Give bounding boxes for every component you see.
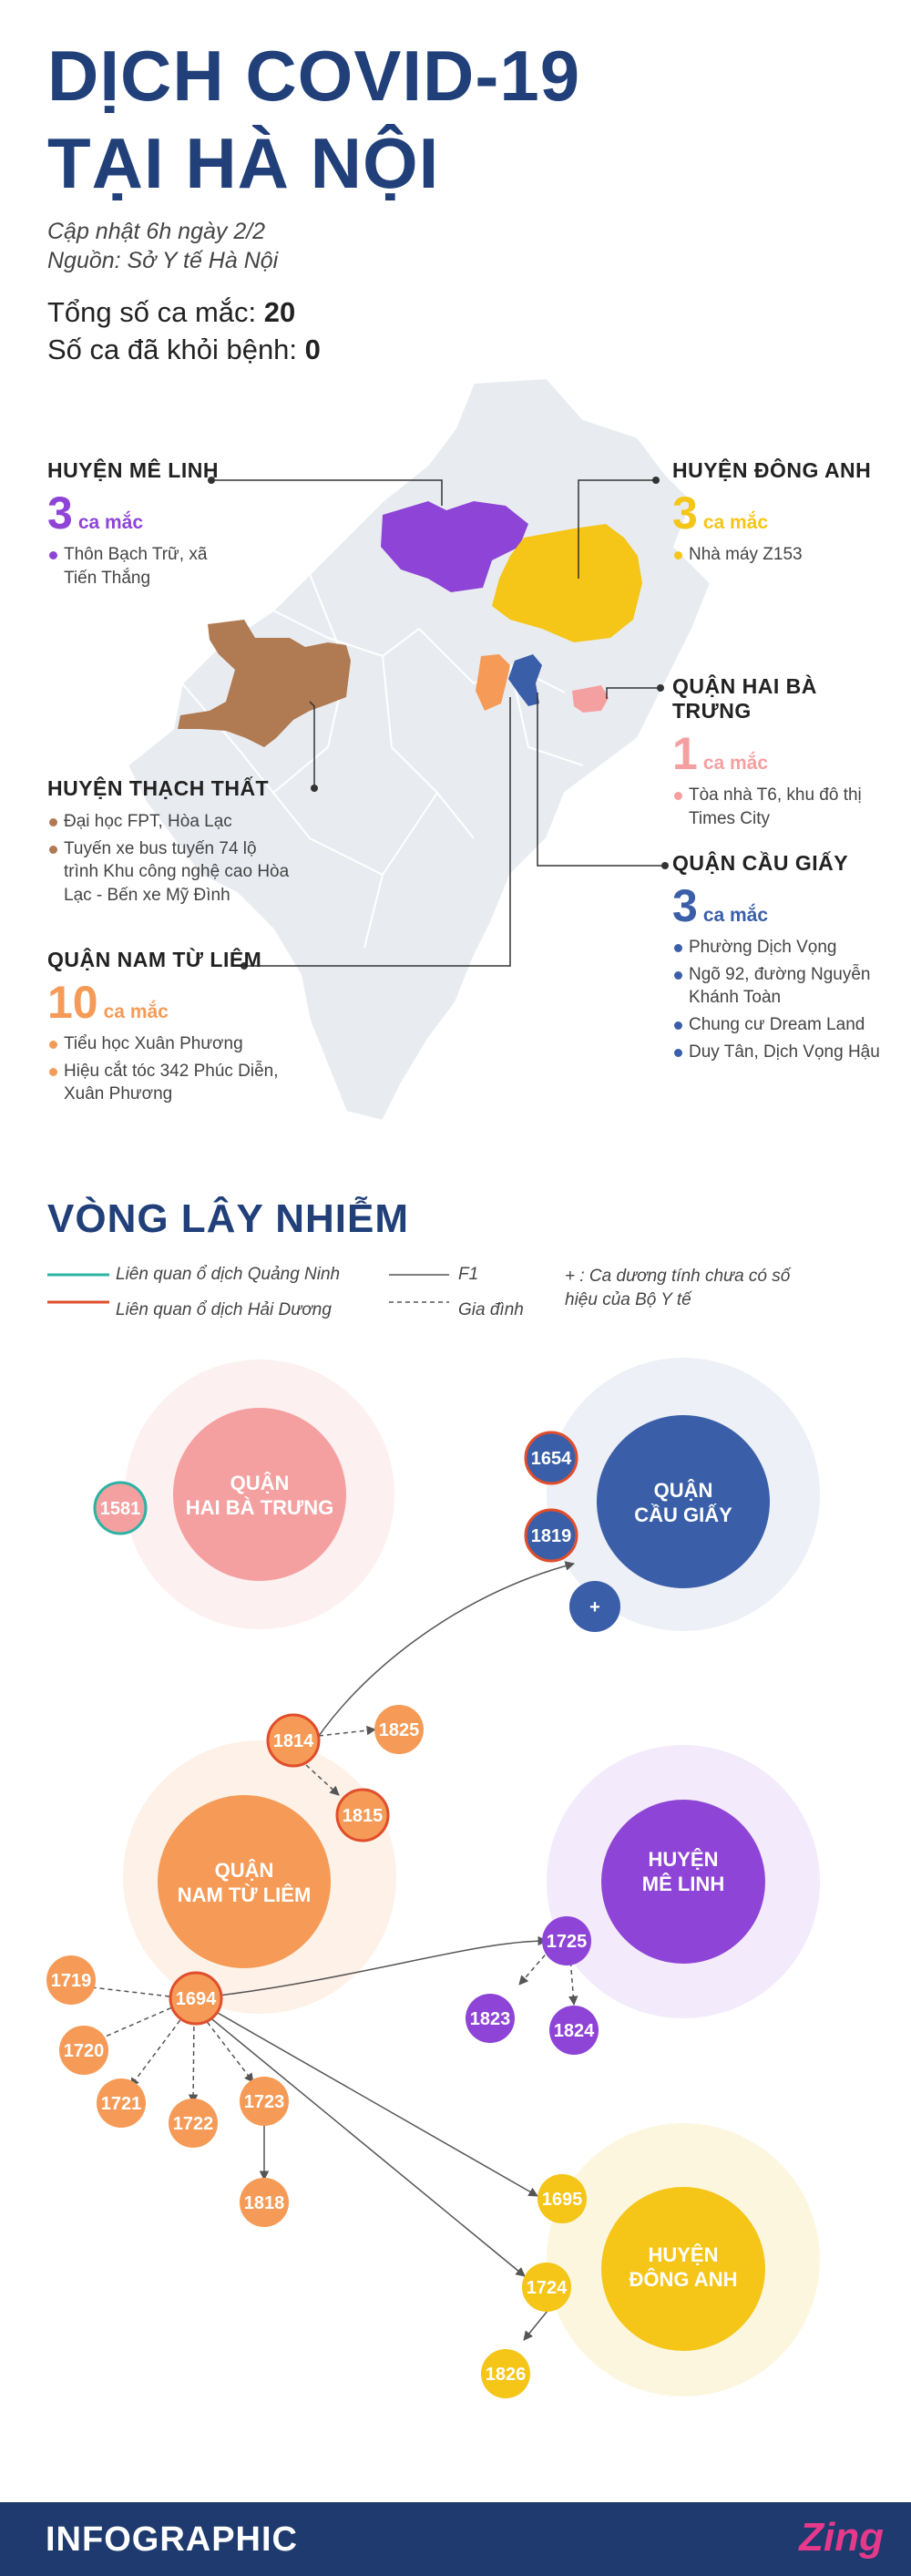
node-1723 <box>240 2077 289 2126</box>
node-1824 <box>549 2006 599 2055</box>
legend-f1-family-lines <box>387 1262 456 1308</box>
edge-1694-1723 <box>202 2016 253 2082</box>
node-1815-label: 1815 <box>342 1806 384 1826</box>
node-1815 <box>337 1790 388 1841</box>
cluster-nam-tu-liem <box>158 1795 331 1968</box>
node-1694-label: 1694 <box>175 1989 217 2009</box>
cluster-label-nam-tu-liem-2: NAM TỪ LIÊM <box>177 1883 312 1906</box>
node-1823-label: 1823 <box>469 2009 511 2029</box>
node-plus-label: + <box>589 1597 600 1617</box>
edge-1694-1719 <box>84 1986 178 1997</box>
footer-label: INFOGRAPHIC <box>46 2520 298 2559</box>
cau-giay-item-1: Ngõ 92, đường Nguyễn Khánh Toàn <box>672 963 871 1010</box>
nam-tu-liem-item-1: Hiệu cắt tóc 342 Phúc Diễn, Xuân Phương <box>47 1060 301 1106</box>
edge-1694-1724 <box>208 2016 525 2276</box>
title-line-2: TẠI HÀ NỘI <box>47 123 440 203</box>
node-1720 <box>59 2026 108 2075</box>
me-linh-name: HUYỆN MÊ LINH <box>47 458 219 482</box>
dong-anh-name: HUYỆN ĐÔNG ANH <box>672 458 872 482</box>
node-1722 <box>169 2099 218 2148</box>
node-1824-label: 1824 <box>553 2021 595 2041</box>
label-hai-ba-trung: QUẬN HAI BÀ TRƯNG 1 ca mắc Tòa nhà T6, khu đô thị Times City <box>672 674 900 830</box>
cau-giay-count: 3 <box>672 880 698 931</box>
node-1723-label: 1723 <box>243 2092 285 2112</box>
source-text: Nguồn: Sở Y tế Hà Nội <box>47 248 279 273</box>
node-1581-label: 1581 <box>99 1499 141 1519</box>
dong-anh-item-0: Nhà máy Z153 <box>672 543 900 567</box>
cau-giay-item-2: Chung cư Dream Land <box>672 1013 900 1037</box>
recovered-cases: Số ca đã khỏi bệnh: 0 <box>47 334 321 365</box>
node-1695-label: 1695 <box>541 2190 583 2210</box>
nam-tu-liem-name: QUẬN NAM TỪ LIÊM <box>47 948 262 971</box>
legend-plus-note: + : Ca dương tính chưa có số hiệu của Bộ Y tế <box>565 1267 791 1309</box>
cluster-label-hai-ba-trung-2: HAI BÀ TRƯNG <box>185 1496 334 1519</box>
thach-that-item-1: Tuyến xe bus tuyến 74 lộ trình Khu công nghệ cao Hòa Lạc - Bến xe Mỹ Đình <box>47 837 292 908</box>
title-line-1: DỊCH COVID-19 <box>47 36 581 116</box>
cau-giay-item-0: Phường Dịch Vọng <box>672 936 900 960</box>
updated-text: Cập nhật 6h ngày 2/2 <box>47 219 266 244</box>
node-1695 <box>537 2174 587 2223</box>
node-1722-label: 1722 <box>172 2114 214 2134</box>
edge-1814-1825 <box>319 1729 375 1736</box>
infection-network <box>0 1349 911 2424</box>
label-nam-tu-liem: QUẬN NAM TỪ LIÊM 10 ca mắc Tiểu học Xuân Phương Hiệu cắt tóc 342 Phúc Diễn, Xuân Phương <box>47 948 321 1106</box>
node-1825 <box>374 1705 424 1754</box>
zing-logo: Zing <box>799 2515 884 2560</box>
node-1721 <box>97 2078 146 2128</box>
node-1719 <box>46 1955 96 2005</box>
legend-quang-ninh: Liên quan ổ dịch Quảng Ninh <box>116 1265 341 1284</box>
nam-tu-liem-count: 10 <box>47 977 98 1028</box>
node-1724-label: 1724 <box>526 2278 568 2298</box>
legend-family: Gia đình <box>458 1300 524 1319</box>
node-1814 <box>268 1715 319 1766</box>
node-1719-label: 1719 <box>50 1971 92 1991</box>
node-1818 <box>240 2178 289 2227</box>
thach-that-name: HUYỆN THẠCH THẤT <box>47 776 270 800</box>
edge-1694-1720 <box>95 2005 179 2041</box>
cau-giay-name: QUẬN CẦU GIẤY <box>672 851 849 875</box>
cluster-label-dong-anh-2: ĐÔNG ANH <box>629 2268 738 2291</box>
node-1720-label: 1720 <box>63 2041 105 2061</box>
cluster-cau-giay <box>597 1415 770 1588</box>
label-me-linh: HUYỆN MÊ LINH 3 ca mắc Thôn Bạch Trữ, xã Tiến Thắng <box>47 458 266 590</box>
node-1725 <box>542 1916 591 1965</box>
label-dong-anh: HUYỆN ĐÔNG ANH 3 ca mắc Nhà máy Z153 <box>672 458 900 567</box>
node-1826 <box>481 2349 530 2398</box>
node-1818-label: 1818 <box>243 2193 285 2213</box>
cluster-label-cau-giay-1: QUẬN <box>653 1479 713 1502</box>
node-1819 <box>526 1510 577 1561</box>
node-1825-label: 1825 <box>378 1720 420 1740</box>
network-title: VÒNG LÂY NHIỄM <box>47 1196 410 1241</box>
node-1826-label: 1826 <box>485 2365 527 2385</box>
total-cases: Tổng số ca mắc: 20 <box>47 296 296 328</box>
nam-tu-liem-item-0: Tiểu học Xuân Phương <box>47 1032 321 1056</box>
cluster-label-nam-tu-liem-1: QUẬN <box>214 1859 274 1882</box>
hai-ba-trung-name: QUẬN HAI BÀ TRƯNG <box>672 674 817 723</box>
node-1654 <box>526 1432 577 1483</box>
recovered-value: 0 <box>304 334 321 365</box>
node-1819-label: 1819 <box>530 1526 572 1546</box>
me-linh-count: 3 <box>47 487 73 539</box>
cluster-label-dong-anh-1: HUYỆN <box>648 2243 719 2266</box>
node-1654-label: 1654 <box>530 1449 572 1469</box>
legend-hai-duong: Liên quan ổ dịch Hải Dương <box>116 1300 332 1319</box>
cluster-label-me-linh-1: HUYỆN <box>648 1848 719 1871</box>
edge-1694-1721 <box>130 2014 185 2087</box>
cluster-label-cau-giay-2: CẦU GIẤY <box>634 1504 732 1526</box>
node-1724 <box>522 2263 571 2312</box>
cluster-label-hai-ba-trung-1: QUẬN <box>230 1472 290 1494</box>
node-1721-label: 1721 <box>100 2094 142 2114</box>
edge-1694-1722 <box>193 2018 194 2103</box>
me-linh-item-0: Thôn Bạch Trữ, xã Tiến Thắng <box>47 543 228 590</box>
cluster-label-me-linh-2: MÊ LINH <box>641 1873 725 1895</box>
label-cau-giay: QUẬN CẦU GIẤY 3 ca mắc Phường Dịch Vọng Ngõ 92, đường Nguyễn Khánh Toàn Chung cư Dream Land Duy Tân, Dịch Vọng Hậu <box>672 851 900 1063</box>
node-plus <box>569 1581 620 1632</box>
node-1581 <box>95 1483 146 1534</box>
thach-that-item-0: Đại học FPT, Hòa Lạc <box>47 810 293 834</box>
hai-ba-trung-item-0: Tòa nhà T6, khu đô thị Times City <box>672 784 880 830</box>
dong-anh-count: 3 <box>672 487 698 539</box>
label-thach-that <box>47 776 293 908</box>
node-1725-label: 1725 <box>546 1932 588 1952</box>
cluster-hai-ba-trung <box>173 1408 346 1581</box>
node-1814-label: 1814 <box>272 1731 314 1751</box>
cau-giay-item-3: Duy Tân, Dịch Vọng Hậu <box>672 1041 900 1064</box>
legend-f1: F1 <box>458 1265 479 1284</box>
node-1694 <box>170 1973 221 2024</box>
total-cases-value: 20 <box>263 296 296 328</box>
hai-ba-trung-count: 1 <box>672 728 698 779</box>
node-1823 <box>466 1994 515 2043</box>
